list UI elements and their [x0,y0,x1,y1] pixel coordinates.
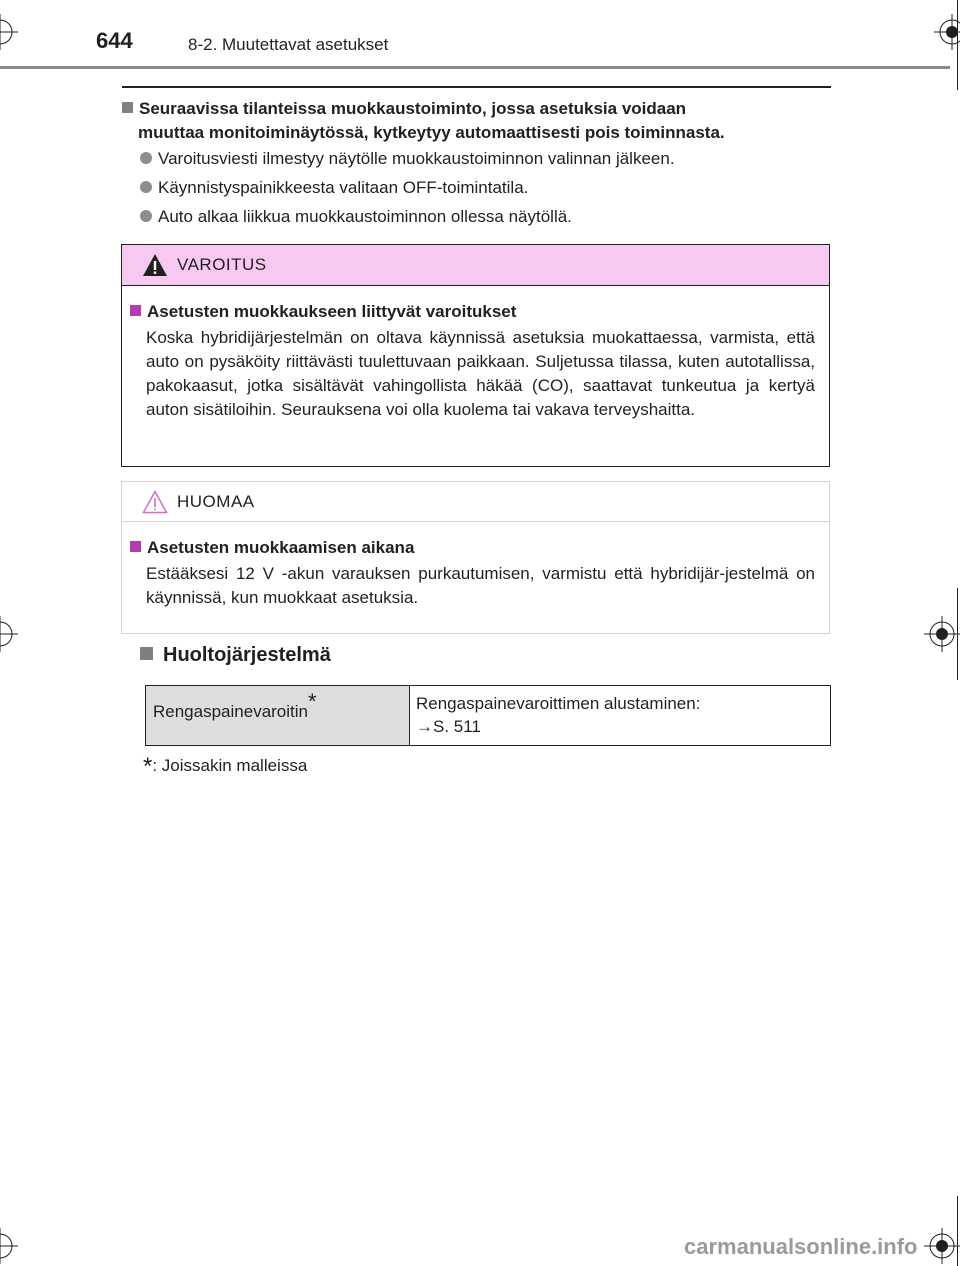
warning-text: Koska hybridijärjestelmän on oltava käynnissä asetuksia muokattaessa, varmista, että auto on pysäköity riittävästi tuulettuvaan paikkaan. Suljetussa tilassa, kuten autotallissa, pakokaasut, jotka sisältävät vahingollista häkää (CO), saattavat tunkeutua ja kertyä auton sisätiloihin. Seurauksena voi olla kuolema tai vakava terveyshaitta. [146,328,815,419]
round-bullet-icon [140,152,152,164]
list-item [140,206,572,228]
registration-mark-top-left-icon [0,14,18,50]
list-item-text: Auto alkaa liikkua muokkaustoiminnon ollessa näytöllä. [158,207,572,226]
warning-triangle-icon [142,253,168,282]
page-reference-link[interactable]: →S. 511 [416,717,481,736]
header-divider [0,66,950,69]
footnote-marker: * [308,689,317,714]
footnote-star: * [143,753,153,780]
registration-mark-mid-left-icon [0,616,18,652]
round-bullet-icon [140,181,152,193]
trim-line-right-mid [957,588,958,680]
warning-label: VAROITUS [177,255,267,274]
square-bullet-icon [140,647,153,660]
registration-mark-bottom-right-icon [924,1228,960,1264]
notice-box [121,481,830,634]
round-bullet-icon [140,210,152,222]
service-heading [140,644,331,667]
registration-mark-mid-right-icon [924,616,960,652]
trim-line-right-bottom [957,1196,958,1266]
list-item-text: Käynnistyspainikkeesta valitaan OFF-toimintatila. [158,178,529,197]
notice-header [122,482,829,522]
warning-subtitle [130,302,516,322]
notice-text: Estääksesi 12 V -akun varauksen purkautumisen, varmistu että hybridijär-jestelmä on käynnissä, kun muokkaat asetuksia. [146,564,815,607]
square-bullet-icon [130,305,141,316]
page-number: 644 [96,28,133,53]
square-bullet-icon [122,102,133,113]
footnote-text: : Joissakin malleissa [152,756,308,775]
list-item [140,148,675,170]
notice-subtitle [130,538,414,558]
section-heading-line2: muuttaa monitoiminäytössä, kytkeytyy automaattisesti pois toiminnasta. [138,123,725,142]
warning-box [121,244,830,467]
content-top-rule [122,86,831,88]
registration-mark-bottom-left-icon [0,1228,18,1264]
caution-triangle-icon [142,490,168,519]
table-value-cell [410,686,830,745]
notice-subtitle-text: Asetusten muokkaamisen aikana [147,538,415,557]
table-label-cell [146,686,410,745]
section-heading [122,97,830,145]
trim-line-right-top [957,0,958,90]
list-item [140,177,528,199]
table-label-text: Rengaspainevaroitin [153,702,308,721]
list-item-text: Varoitusviesti ilmestyy näytölle muokkaustoiminnon valinnan jälkeen. [158,149,675,168]
service-heading-text: Huoltojärjestelmä [163,644,331,666]
square-bullet-icon [130,541,141,552]
section-heading-line1: Seuraavissa tilanteissa muokkaustoiminto, jossa asetuksia voidaan [139,99,687,118]
notice-label: HUOMAA [177,492,255,511]
watermark: carmanualsonline.info [684,1234,918,1259]
warning-subtitle-text: Asetusten muokkaukseen liittyvät varoitukset [147,302,517,321]
settings-table [145,685,831,746]
warning-header [122,245,829,286]
table-value-line1: Rengaspainevaroittimen alustaminen: [416,694,701,713]
footnote [143,753,308,780]
chapter-title: 8-2. Muutettavat asetukset [188,35,389,54]
